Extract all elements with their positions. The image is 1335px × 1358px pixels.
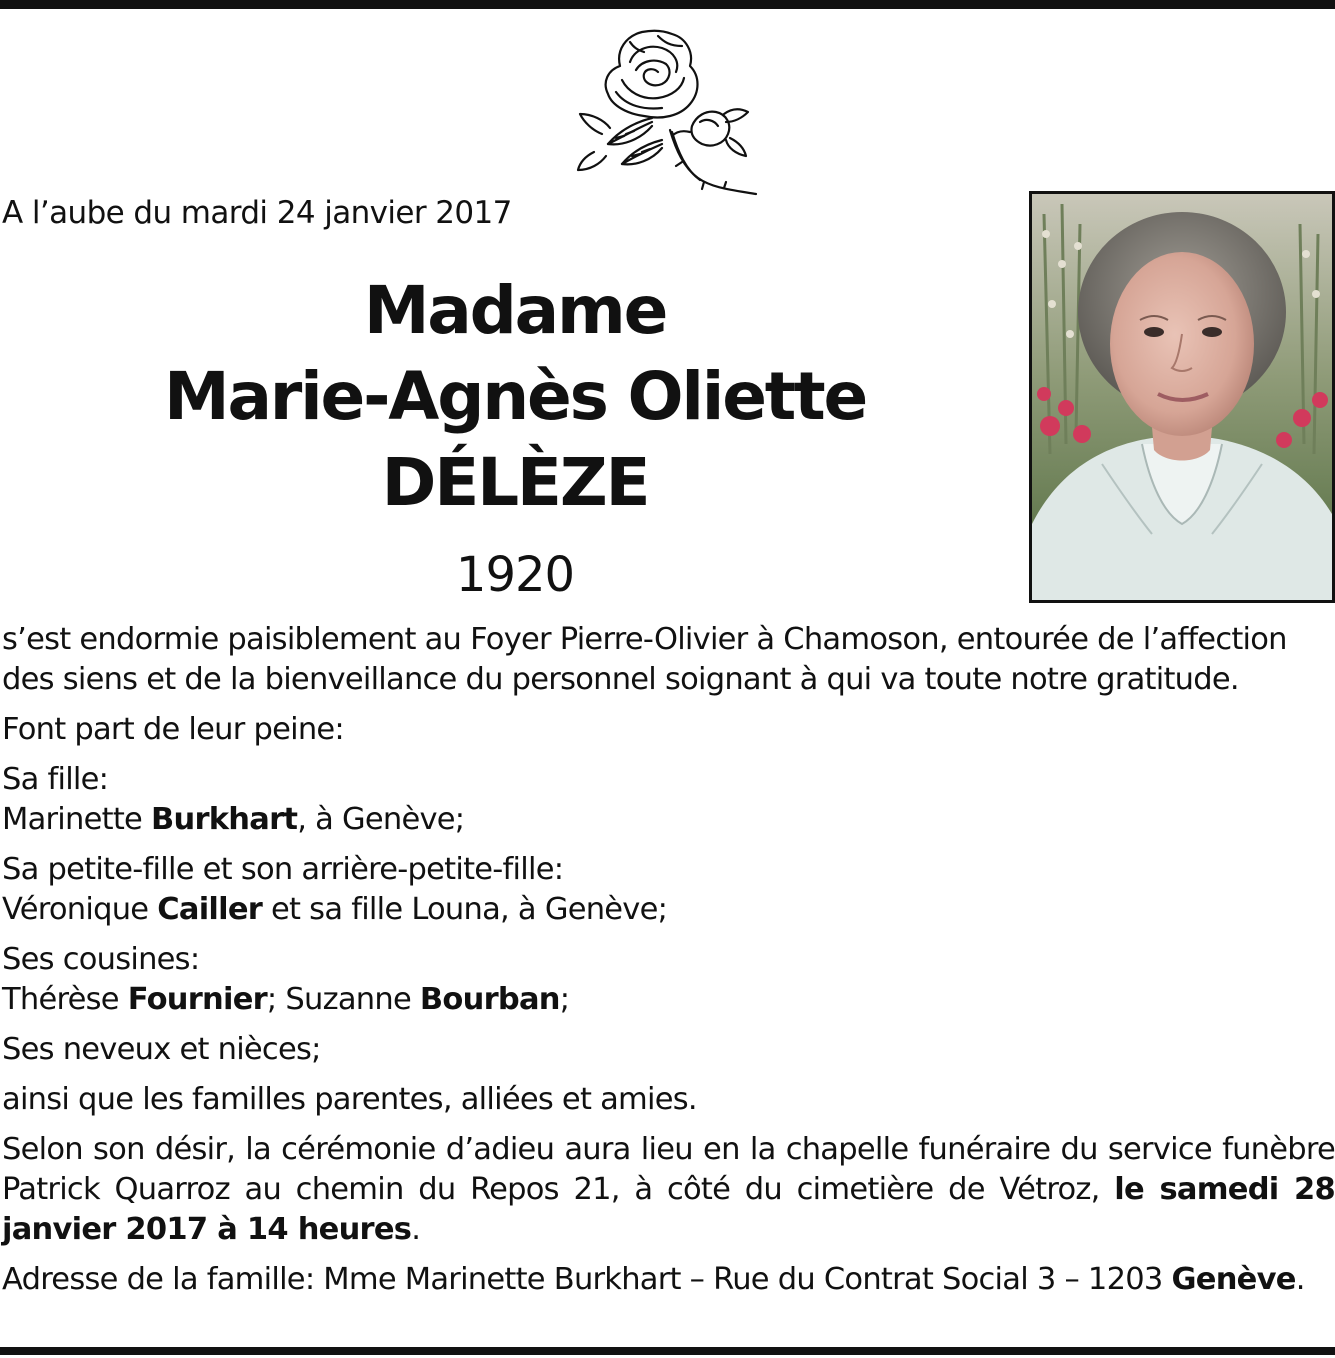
- rose-icon: [572, 22, 762, 200]
- name-given: Marie-Agnès Oliette: [163, 358, 867, 435]
- cousins-end: ;: [559, 982, 570, 1017]
- name-surname: DÉLÈZE: [381, 444, 649, 521]
- ceremony-text: Selon son désir, la cérémonie d’adieu aura lieu en la chapelle funéraire du service funèbre Patrick Quarroz au chemin du Repos 21, à côté du cimetière de Vétroz,: [2, 1132, 1335, 1207]
- grandchildren-heading: Sa petite-fille et son arrière-petite-fille:: [2, 852, 564, 887]
- cousins-entry: [2, 940, 1335, 1020]
- nephews-entry: Ses neveux et nièces;: [2, 1032, 321, 1067]
- daughter-first-name: Marinette: [2, 802, 151, 837]
- announcement-line-2: des siens et de la bienveillance du personnel soignant à qui va toute notre gratitude.: [2, 662, 1239, 697]
- daughter-location: , à Genève;: [297, 802, 465, 837]
- cousin1-last-name: Fournier: [127, 982, 267, 1017]
- ceremony-end: .: [411, 1212, 421, 1247]
- address-end: .: [1295, 1262, 1305, 1297]
- families-entry: ainsi que les familles parentes, alliées et amies.: [2, 1082, 697, 1117]
- address-text: Adresse de la famille: Mme Marinette Burkhart – Rue du Contrat Social 3 – 1203: [2, 1262, 1172, 1297]
- grandchildren-entry: [2, 850, 1335, 930]
- address-city: Genève: [1171, 1262, 1296, 1297]
- cousin1-first-name: Thérèse: [2, 982, 128, 1017]
- obituary-body: [2, 620, 1335, 1310]
- grieving-intro: Font part de leur peine:: [2, 712, 344, 747]
- ceremony-paragraph: [2, 1130, 1335, 1250]
- birth-year: 1920: [455, 547, 575, 603]
- top-rule: [0, 0, 1335, 9]
- announcement-line-1: s’est endormie paisiblement au Foyer Pierre-Olivier à Chamoson, entourée de l’affection: [2, 622, 1287, 657]
- granddaughter-last-name: Cailler: [157, 892, 263, 927]
- bottom-rule: [0, 1347, 1335, 1355]
- granddaughter-first-name: Véronique: [2, 892, 158, 927]
- portrait-image: [1032, 194, 1332, 600]
- granddaughter-details: et sa fille Louna, à Genève;: [262, 892, 668, 927]
- intro-date-line: A l’aube du mardi 24 janvier 2017: [2, 195, 512, 231]
- cousin2-last-name: Bourban: [419, 982, 560, 1017]
- ceremony-date: le samedi 28 janvier 2017 à 14 heures: [2, 1172, 1335, 1247]
- deceased-name: [0, 268, 1030, 526]
- name-title: Madame: [363, 272, 667, 349]
- family-address: [2, 1260, 1335, 1300]
- daughter-last-name: Burkhart: [151, 802, 298, 837]
- cousins-heading: Ses cousines:: [2, 942, 200, 977]
- portrait-photo: [1029, 191, 1335, 603]
- daughter-entry: [2, 760, 1335, 840]
- announcement-paragraph: [2, 620, 1335, 700]
- cousin2-first-name: ; Suzanne: [266, 982, 420, 1017]
- daughter-heading: Sa fille:: [2, 762, 109, 797]
